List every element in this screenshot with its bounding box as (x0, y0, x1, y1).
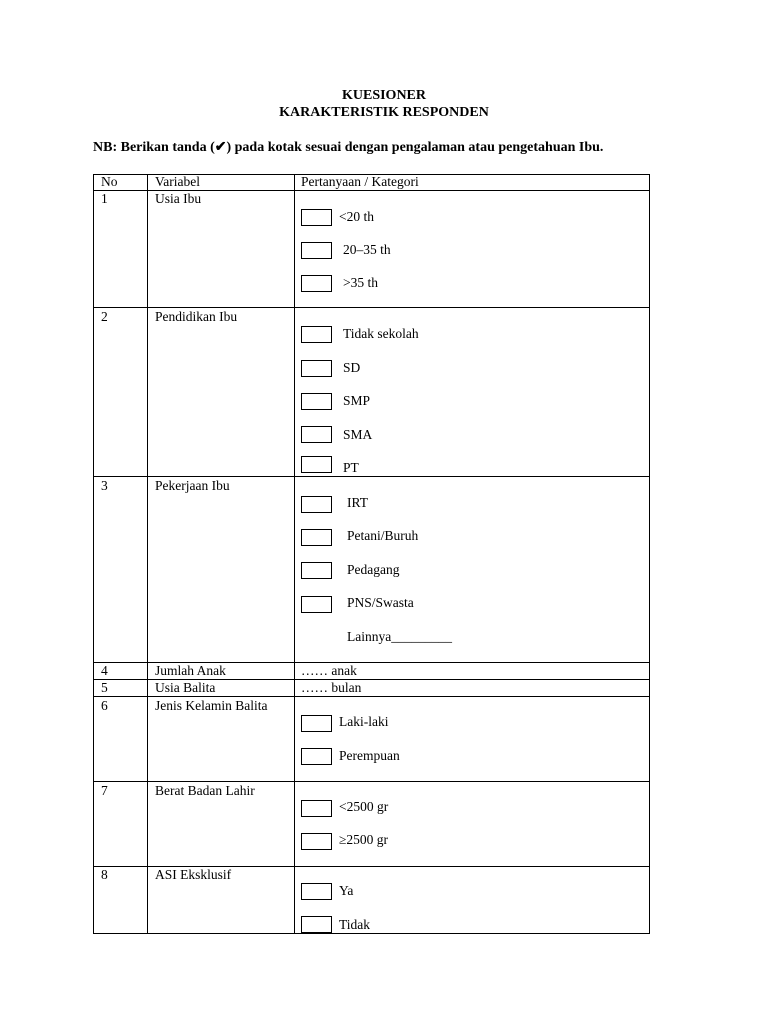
variable-label: ASI Eksklusif (155, 867, 232, 882)
variable-label: Jenis Kelamin Balita (155, 698, 268, 713)
column-header-no: No (101, 174, 118, 189)
variable-label: Pendidikan Ibu (155, 309, 238, 324)
table-border-left (93, 174, 94, 934)
row-divider (93, 696, 650, 697)
checkbox[interactable] (301, 242, 332, 259)
checkbox[interactable] (301, 748, 332, 765)
option-label: <20 th (339, 209, 374, 224)
variable-label: Usia Ibu (155, 191, 202, 206)
row-divider (93, 476, 650, 477)
checkbox[interactable] (301, 393, 332, 410)
row-number: 8 (101, 867, 108, 882)
checkbox[interactable] (301, 275, 332, 292)
checkbox[interactable] (301, 209, 332, 226)
checkbox[interactable] (301, 883, 332, 900)
variable-label: Usia Balita (155, 680, 216, 695)
option-label: Petani/Buruh (347, 528, 419, 543)
instruction-note: NB: Berikan tanda (✔) pada kotak sesuai dengan pengalaman atau pengetahuan Ibu. (93, 140, 604, 155)
checkbox[interactable] (301, 326, 332, 343)
row-divider (93, 781, 650, 782)
column-divider (147, 174, 148, 934)
row-number: 3 (101, 478, 108, 493)
questionnaire-table (93, 174, 650, 934)
page-subtitle: KARAKTERISTIK RESPONDEN (279, 105, 489, 120)
variable-label: Jumlah Anak (155, 663, 226, 678)
option-label: PT (343, 460, 359, 475)
option-label: Perempuan (339, 748, 400, 763)
other-option-field[interactable]: Lainnya_________ (347, 629, 452, 644)
option-label: >35 th (343, 275, 378, 290)
row-divider (93, 307, 650, 308)
option-label: SD (343, 360, 361, 375)
column-header-kategori: Pertanyaan / Kategori (301, 174, 419, 189)
checkbox[interactable] (301, 715, 332, 732)
option-label: Ya (339, 883, 354, 898)
table-border-right (649, 174, 650, 934)
column-header-variabel: Variabel (155, 174, 200, 189)
option-label: Tidak (339, 917, 371, 932)
checkbox[interactable] (301, 562, 332, 579)
row-number: 4 (101, 663, 108, 678)
table-border-bottom (93, 933, 650, 934)
option-label: Tidak sekolah (343, 326, 419, 341)
column-divider (294, 174, 295, 934)
variable-label: Berat Badan Lahir (155, 783, 255, 798)
checkbox[interactable] (301, 529, 332, 546)
page-title: KUESIONER (341, 88, 427, 103)
checkbox[interactable] (301, 800, 332, 817)
checkbox[interactable] (301, 596, 332, 613)
row-number: 7 (101, 783, 108, 798)
checkbox[interactable] (301, 833, 332, 850)
row-number: 5 (101, 680, 108, 695)
checkbox[interactable] (301, 456, 332, 473)
option-label: 20–35 th (343, 242, 391, 257)
option-label: SMA (343, 427, 373, 442)
checkbox[interactable] (301, 360, 332, 377)
option-label: ≥2500 gr (339, 832, 389, 847)
row-number: 1 (101, 191, 108, 206)
checkbox[interactable] (301, 496, 332, 513)
option-label: Pedagang (347, 562, 400, 577)
option-label: IRT (347, 495, 368, 510)
answer-field[interactable]: …… anak (301, 663, 357, 678)
option-label: PNS/Swasta (347, 595, 414, 610)
checkbox[interactable] (301, 916, 332, 933)
answer-field[interactable]: …… bulan (301, 680, 362, 695)
row-number: 2 (101, 309, 108, 324)
option-label: <2500 gr (339, 799, 389, 814)
variable-label: Pekerjaan Ibu (155, 478, 230, 493)
option-label: SMP (343, 393, 371, 408)
row-number: 6 (101, 698, 108, 713)
checkbox[interactable] (301, 426, 332, 443)
option-label: Laki-laki (339, 714, 389, 729)
